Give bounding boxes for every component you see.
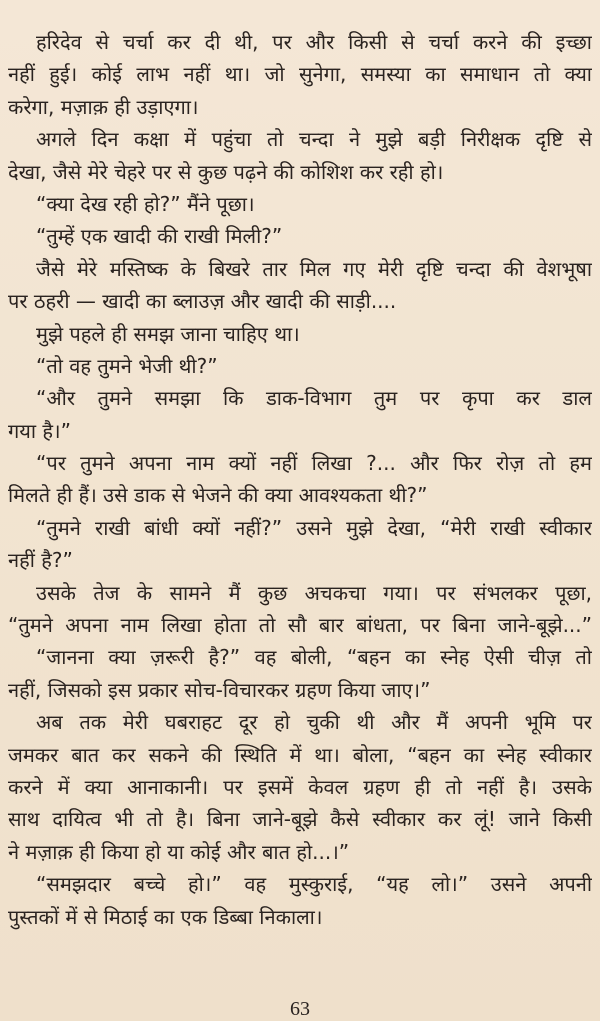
text-line: जैसे मेरे मस्तिष्क के बिखरे तार मिल गए मेरी दृष्टि चन्दा की वेशभूषा bbox=[36, 256, 592, 281]
text-line: नहीं हुई। कोई लाभ नहीं था। जो सुनेगा, समस्या का समाधान तो क्या bbox=[8, 62, 592, 87]
page-number: 63 bbox=[290, 998, 310, 1020]
text-line: “समझदार बच्चे हो।” वह मुस्कुराई, “यह लो।” उसने अपनी bbox=[36, 872, 592, 897]
text-line: “तुम्हें एक खादी की राखी मिली?” bbox=[36, 224, 283, 249]
text-line: नहीं है?” bbox=[8, 548, 73, 573]
text-line: ने मज़ाक़ ही किया हो या कोई और बात हो...।” bbox=[8, 839, 350, 864]
text-line: उसके तेज के सामने मैं कुछ अचकचा गया। पर संभलकर पूछा, bbox=[36, 580, 592, 605]
text-line: देखा, जैसे मेरे चेहरे पर से कुछ पढ़ने की कोशिश कर रही हो। bbox=[8, 159, 444, 184]
text-line: करेगा, मज़ाक़ ही उड़ाएगा। bbox=[8, 94, 199, 119]
text-line: मिलते ही हैं। उसे डाक से भेजने की क्या आवश्यकता थी?” bbox=[8, 483, 428, 508]
text-line: “और तुमने समझा कि डाक-विभाग तुम पर कृपा कर डाल bbox=[36, 386, 592, 411]
text-line: “तुमने राखी बांधी क्यों नहीं?” उसने मुझे देखा, “मेरी राखी स्वीकार bbox=[36, 515, 592, 540]
text-line: करने में क्या आनाकानी। पर इसमें केवल ग्रहण ही तो नहीं है। उसके bbox=[8, 774, 592, 799]
text-line: “क्या देख रही हो?” मैंने पूछा। bbox=[36, 191, 255, 216]
text-line: हरिदेव से चर्चा कर दी थी, पर और किसी से चर्चा करने की इच्छा bbox=[36, 30, 592, 54]
page-body-text bbox=[8, 26, 592, 933]
text-line: साथ दायित्व भी तो है। बिना जाने-बूझे कैसे स्वीकार कर लूं! जाने किसी bbox=[8, 807, 592, 832]
text-line: अगले दिन कक्षा में पहुंचा तो चन्दा ने मुझे बड़ी निरीक्षक दृष्टि से bbox=[36, 127, 592, 152]
text-line: पुस्तकों में से मिठाई का एक डिब्बा निकाला। bbox=[8, 904, 323, 929]
text-line: गया है।” bbox=[8, 418, 71, 443]
text-line: जमकर बात कर सकने की स्थिति में था। बोला, “बहन का स्नेह स्वीकार bbox=[8, 742, 592, 767]
text-line: मुझे पहले ही समझ जाना चाहिए था। bbox=[36, 321, 300, 346]
text-line: नहीं, जिसको इस प्रकार सोच-विचारकर ग्रहण किया जाए।” bbox=[8, 677, 431, 702]
text-line: पर ठहरी — खादी का ब्लाउज़ और खादी की साड़ी.... bbox=[8, 289, 397, 314]
text-line: “तो वह तुमने भेजी थी?” bbox=[36, 353, 218, 378]
text-line: अब तक मेरी घबराहट दूर हो चुकी थी और मैं अपनी भूमि पर bbox=[36, 710, 592, 735]
text-line: “जानना क्या ज़रूरी है?” वह बोली, “बहन का स्नेह ऐसी चीज़ तो bbox=[36, 645, 592, 670]
text-line: “पर तुमने अपना नाम क्यों नहीं लिखा ?... और फिर रोज़ तो हम bbox=[36, 451, 592, 476]
text-line: “तुमने अपना नाम लिखा होता तो सौ बार बांधता, पर बिना जाने-बूझे...” bbox=[8, 613, 592, 638]
